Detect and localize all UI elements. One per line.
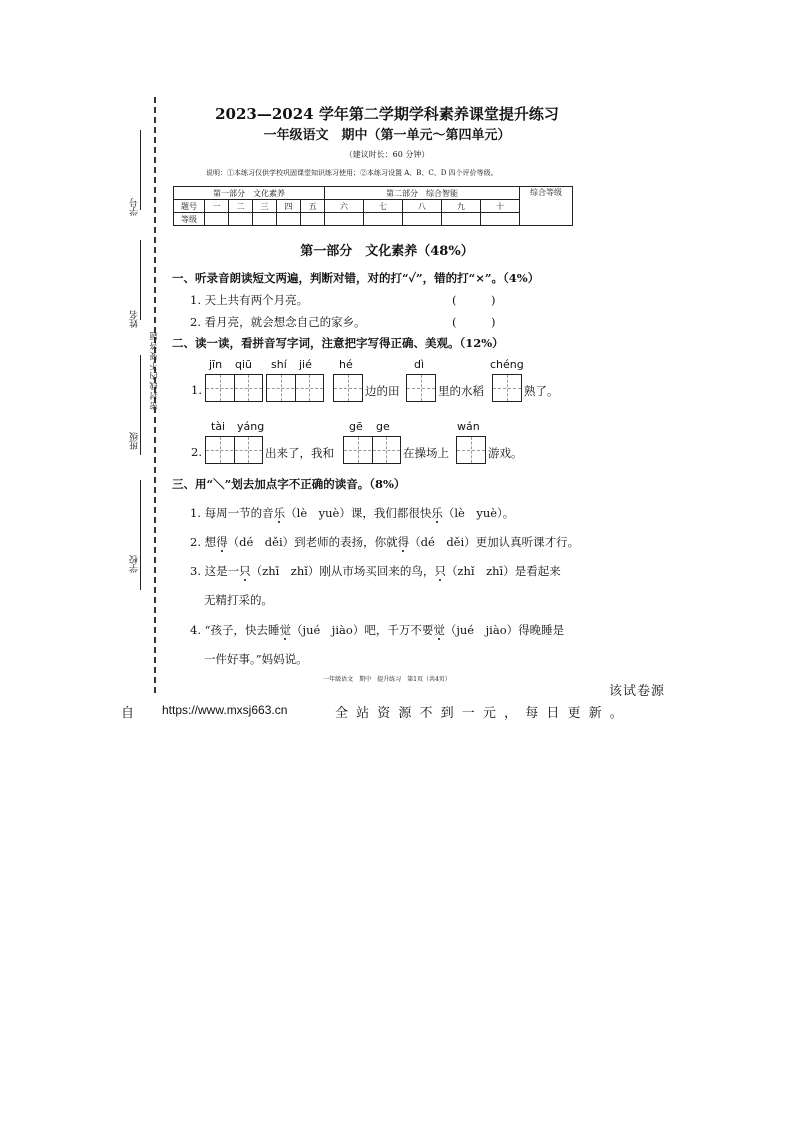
watermark-url[interactable]: https://www.mxsj663.cn [162,703,288,717]
grade-cell[interactable] [480,213,519,226]
grade-table [173,186,573,226]
grade-row-dengji: 等级 [174,213,205,226]
grade-num: 九 [441,200,480,213]
q2-title: 二、读一读，看拼音写字词，注意把字写得正确、美观。（12%） [172,336,504,350]
q2-num-1: 1. [191,383,202,397]
watermark-slogan: 全 站 资 源 不 到 一 元 ， 每 日 更 新 。 [335,706,625,721]
part-title: 第一部分 文化素养（48%） [300,244,474,259]
q3-sentence-2: 2. 想得（dé děi）到老师的表扬，你就得（dé děi）更加认真听课才行。 [190,535,580,549]
watermark-right: 该试卷源 [609,684,666,699]
writing-box-1char[interactable] [406,374,436,402]
watermark-left: 自 [121,706,135,721]
q2-text: 里的水稻 [438,384,484,398]
label-banji: 班级 [130,432,140,450]
q2-text: 边的田 [365,384,400,398]
grade-cell[interactable] [253,213,277,226]
writing-box-1char[interactable] [492,374,522,402]
pinyin: gē [349,420,363,433]
grade-num: 三 [253,200,277,213]
writing-box-2char[interactable] [205,374,263,402]
pinyin: shí [271,358,287,371]
label-xuehao: 学号 [130,198,140,216]
time-hint: （建议时长：60 分钟） [344,150,430,159]
q2-text: 熟了。 [524,384,559,398]
instructions-note: 说明：①本练习仅供学校巩固课堂知识练习使用；②本练习设置 A、B、C、D 四个评价等级。 [206,169,498,177]
q2-text: 在操场上 [403,446,449,460]
q2-text: 出来了，我和 [265,446,334,460]
pinyin: wán [457,420,480,433]
q3-sentence-4-cont: 一件好事。”妈妈说。 [204,652,308,666]
writing-box-2char[interactable] [343,436,401,464]
grade-cell[interactable] [205,213,229,226]
grade-num: 四 [277,200,301,213]
pinyin: yáng [237,420,265,433]
grade-num: 七 [364,200,403,213]
writing-box-2char[interactable] [205,436,263,464]
q1-item-2: 2. 看月亮，就会想念自己的家乡。 [190,315,366,329]
exam-subtitle: 一年级语文 期中（第一单元～第四单元） [263,128,511,143]
xingming-line [140,240,141,320]
pinyin: ge [376,420,390,433]
grade-num: 五 [301,200,325,213]
pinyin: jīn [209,358,223,371]
grade-num: 八 [402,200,441,213]
xuexiao-line [140,480,141,590]
writing-box-1char[interactable] [456,436,486,464]
q2-num-2: 2. [191,445,202,459]
writing-box-1char[interactable] [333,374,363,402]
grade-num: 一 [205,200,229,213]
label-xuexiao: 学校 [130,555,140,573]
grade-num: 十 [480,200,519,213]
grade-cell[interactable] [301,213,325,226]
seal-notice: 密封线内不要答题 [149,330,158,410]
q3-sentence-1: 1. 每周一节的音乐（lè yuè）课，我们都很快乐（lè yuè）。 [190,506,515,520]
grade-cell[interactable] [441,213,480,226]
pinyin: hé [339,358,353,371]
grade-num: 二 [229,200,253,213]
grade-row-tihao: 题号 [174,200,205,213]
grade-part2-header: 第二部分 综合智能 [325,187,520,200]
q3-sentence-4: 4. “孩子，快去睡觉（jué jiào）吧，千万不要觉（jué jiào）得晚睡是 [190,623,565,637]
pinyin: chéng [490,358,524,371]
q1-title: 一、听录音朗读短文两遍，判断对错，对的打“✓”，错的打“×”。（4%） [172,271,540,285]
grade-cell[interactable] [229,213,253,226]
q1-answer-1[interactable]: ( ) [452,293,496,307]
grade-cell[interactable] [325,213,364,226]
writing-box-2char[interactable] [266,374,324,402]
q3-sentence-3: 3. 这是一只（zhī zhǐ）刚从市场买回来的鸟，只（zhǐ zhī）是看起来 [190,564,561,578]
q1-item-1: 1. 天上共有两个月亮。 [190,293,309,307]
grade-cell[interactable] [402,213,441,226]
pinyin: tài [211,420,226,433]
grade-part1-header: 第一部分 文化素养 [174,187,325,200]
q2-text: 游戏。 [488,446,523,460]
exam-title: 2023—2024 学年第二学期学科素养课堂提升练习 [215,105,559,123]
page-footer: 一年级语文 期中 提升练习 第1页（共4页） [323,676,451,683]
pinyin: dì [414,358,425,371]
q3-title: 三、用“＼”划去加点字不正确的读音。（8%） [172,477,406,491]
grade-cell[interactable] [277,213,301,226]
q1-answer-2[interactable]: ( ) [452,315,496,329]
grade-num: 六 [325,200,364,213]
q3-sentence-3-cont: 无精打采的。 [204,593,273,607]
label-xingming: 姓名 [130,310,140,328]
pinyin: jié [299,358,312,371]
pinyin: qiū [235,358,253,371]
grade-overall-header: 综合等级 [520,187,573,226]
grade-cell[interactable] [364,213,403,226]
